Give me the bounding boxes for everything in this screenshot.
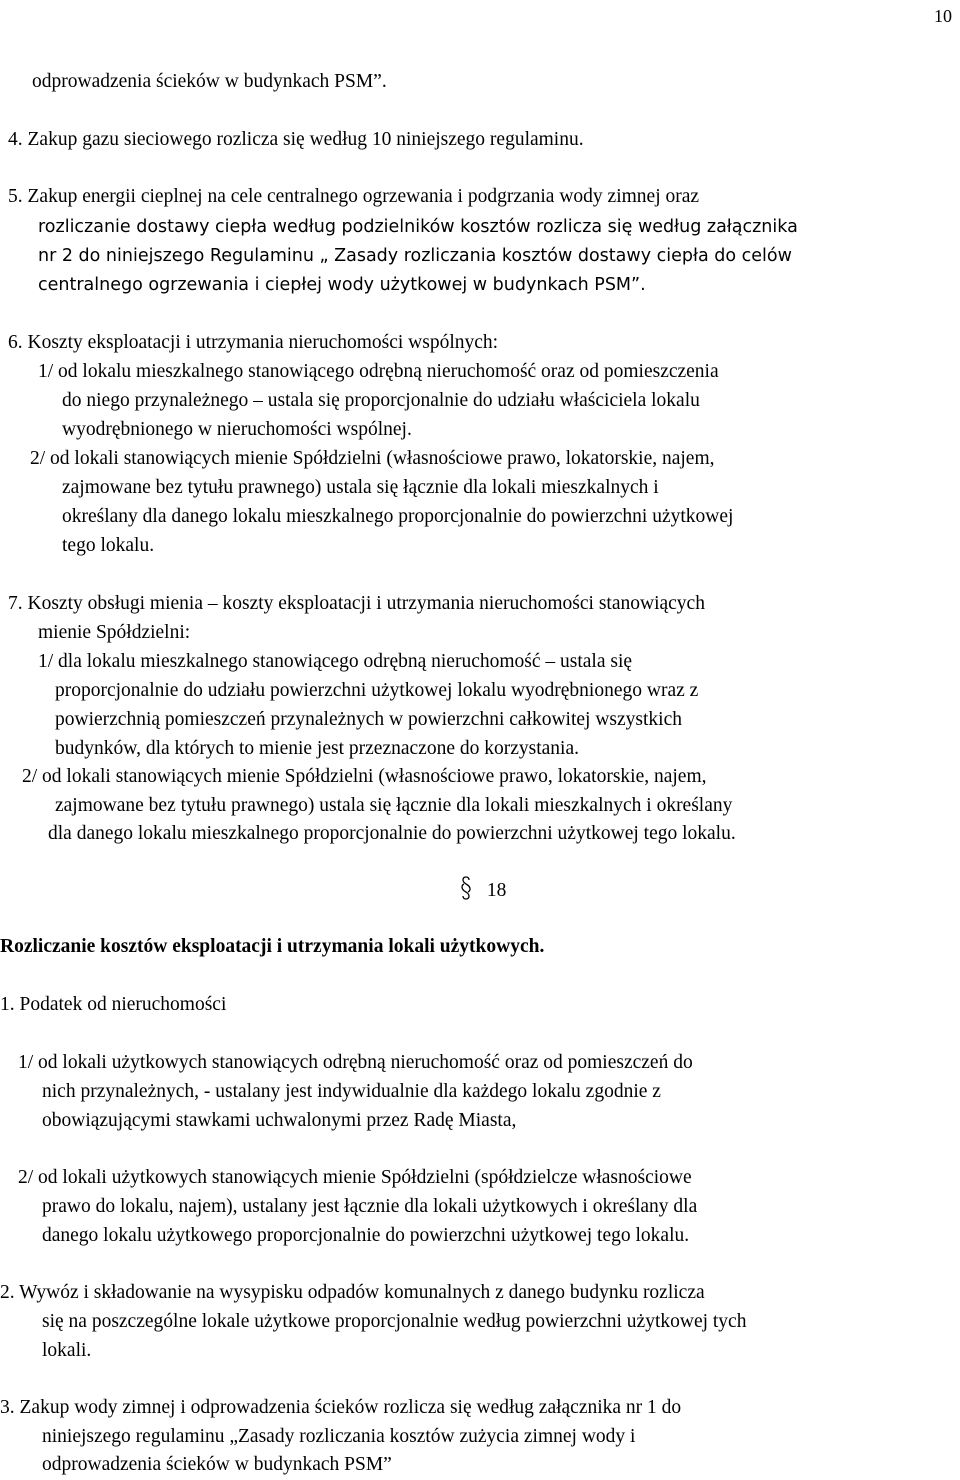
text-line: danego lokalu użytkowego proporcjonalnie do powierzchni użytkowej tego lokalu. [42,1225,690,1246]
list-item-4: 4. Zakup gazu sieciowego rozlicza się według 10 niniejszego regulaminu. [8,129,584,150]
text-line: wyodrębnionego w nieruchomości wspólnej. [62,419,412,440]
page-number: 10 [934,6,952,26]
text-line: prawo do lokalu, najem), ustalany jest łącznie dla lokali użytkowych i określany dla [42,1196,698,1217]
text-line: centralnego ogrzewania i ciepłej wody użytkowej w budynkach PSM”. [38,275,646,295]
text-line: 2/ od lokali stanowiących mienie Spółdzielni (własnościowe prawo, lokatorskie, najem, [30,448,715,469]
text-line: dla danego lokalu mieszkalnego proporcjonalnie do powierzchni użytkowej tego lokalu. [48,823,736,844]
text-line: odprowadzenia ścieków w budynkach PSM”. [32,71,387,92]
text-line: 2/ od lokali stanowiących mienie Spółdzielni (własnościowe prawo, lokatorskie, najem, [22,766,707,787]
text-line: określany dla danego lokalu mieszkalnego proporcjonalnie do powierzchni użytkowej [62,506,734,527]
text-line: 3. Zakup wody zimnej i odprowadzenia ścieków rozlicza się według załącznika nr 1 do [0,1397,682,1418]
text-line: budynków, dla których to mienie jest przeznaczone do korzystania. [55,738,579,759]
text-line: powierzchnią pomieszczeń przynależnych w powierzchni całkowitej wszystkich [55,709,682,730]
text-line: niniejszego regulaminu „Zasady rozliczania kosztów zużycia zimnej wody i [42,1426,636,1447]
text-line: obowiązującymi stawkami uchwalonymi przez Radę Miasta, [42,1110,517,1131]
text-line: rozliczanie dostawy ciepła według podzielników kosztów rozlicza się według załącznika [38,217,798,237]
section-number: 18 [486,880,507,901]
text-line: proporcjonalnie do udziału powierzchni użytkowej lokalu wyodrębnionego wraz z [55,680,699,701]
text-line: nr 2 do niniejszego Regulaminu „ Zasady rozliczania kosztów dostawy ciepła do celów [38,246,792,266]
text-line: 2. Wywóz i składowanie na wysypisku odpadów komunalnych z danego budynku rozlicza [0,1282,705,1303]
text-line: się na poszczególne lokale użytkowe proporcjonalnie według powierzchni użytkowej tych [42,1311,747,1332]
text-line: nich przynależnych, - ustalany jest indywidualnie dla każdego lokalu zgodnie z [42,1081,661,1102]
section-heading: Rozliczanie kosztów eksploatacji i utrzymania lokali użytkowych. [0,936,545,957]
text-line: zajmowane bez tytułu prawnego) ustala się łącznie dla lokali mieszkalnych i [62,477,659,498]
text-line: mienie Spółdzielni: [38,622,191,643]
text-line: do niego przynależnego – ustala się proporcjonalnie do udziału właściciela lokalu [62,390,700,411]
text-line: 1/ od lokalu mieszkalnego stanowiącego odrębną nieruchomość oraz od pomieszczenia [38,361,719,382]
list-item-1: 1. Podatek od nieruchomości [0,994,227,1015]
text-line: 1/ od lokali użytkowych stanowiących odrębną nieruchomość oraz od pomieszczeń do [18,1052,693,1073]
text-line: 2/ od lokali użytkowych stanowiących mienie Spółdzielni (spółdzielcze własnościowe [18,1167,692,1188]
text-line: 5. Zakup energii cieplnej na cele centralnego ogrzewania i podgrzania wody zimnej oraz [8,186,700,207]
section-mark [460,876,506,906]
text-line: zajmowane bez tytułu prawnego) ustala się łącznie dla lokali mieszkalnych i określany [55,795,733,816]
text-line: 6. Koszty eksploatacji i utrzymania nieruchomości wspólnych: [8,332,499,353]
text-line: odprowadzenia ścieków w budynkach PSM” [42,1454,392,1475]
text-line: 1/ dla lokalu mieszkalnego stanowiącego odrębną nieruchomość – ustala się [38,651,633,672]
text-line: lokali. [42,1340,92,1361]
section-sign-icon [460,876,472,900]
text-line: 7. Koszty obsługi mienia – koszty eksploatacji i utrzymania nieruchomości stanowiących [8,593,705,614]
text-line: tego lokalu. [62,535,155,556]
